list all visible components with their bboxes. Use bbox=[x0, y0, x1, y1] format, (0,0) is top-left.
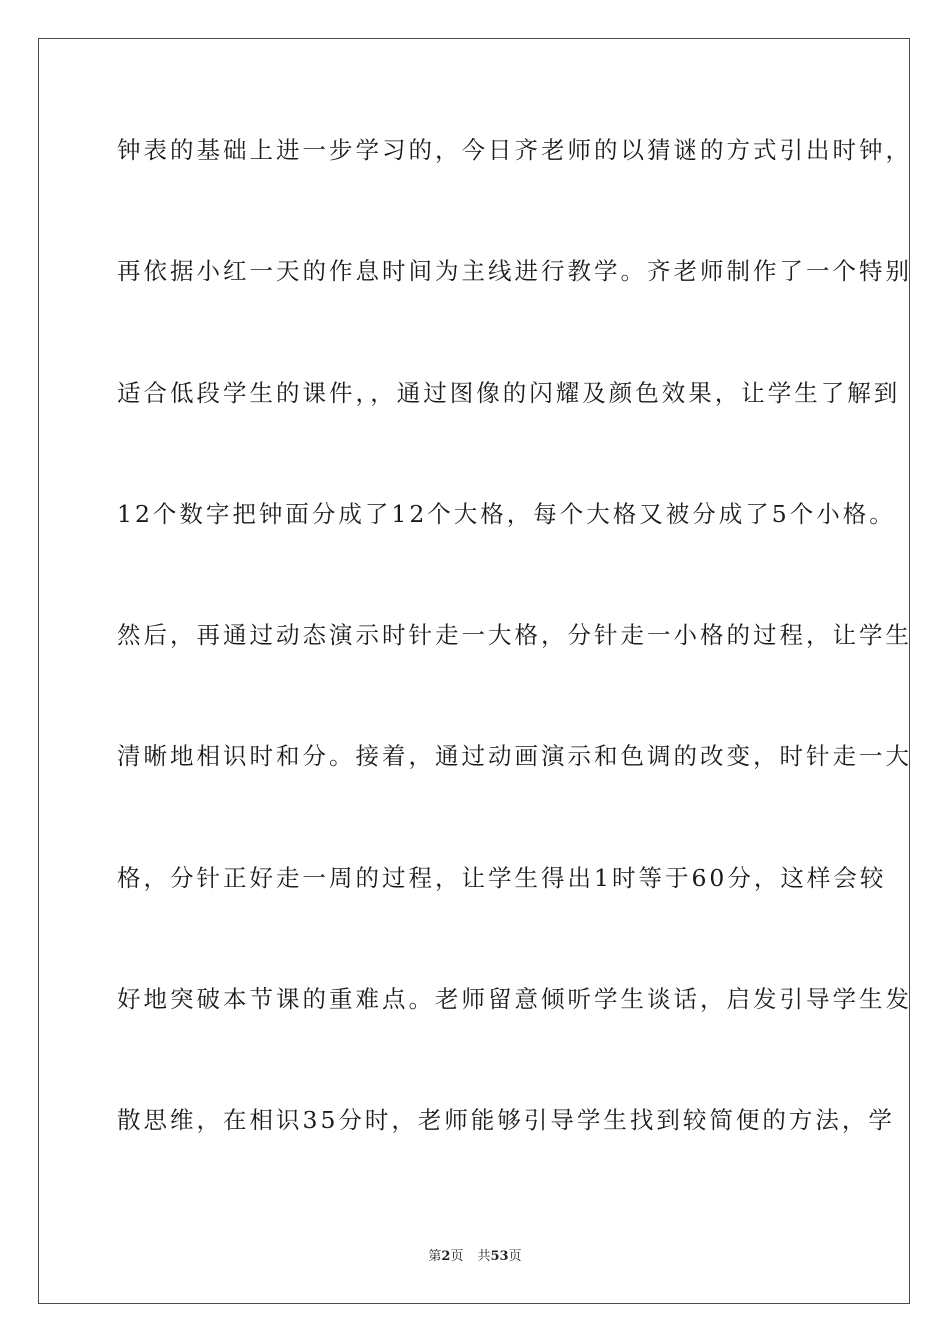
text-line: 然后，再通过动态演示时针走一大格，分针走一小格的过程，让学生 bbox=[117, 621, 912, 650]
document-body bbox=[117, 118, 912, 1210]
page-prefix: 第 bbox=[428, 1249, 442, 1264]
total-prefix: 共 bbox=[477, 1249, 491, 1264]
page-footer bbox=[0, 1245, 950, 1264]
text-line: 好地突破本节课的重难点。老师留意倾听学生谈话，启发引导学生发 bbox=[117, 985, 912, 1014]
text-line: 再依据小红一天的作息时间为主线进行教学。齐老师制作了一个特别 bbox=[117, 257, 912, 286]
text-line: 散思维，在相识35分时，老师能够引导学生找到较简便的方法，学 bbox=[117, 1106, 895, 1135]
text-line: 清晰地相识时和分。接着，通过动画演示和色调的改变，时针走一大 bbox=[117, 742, 912, 771]
total-suffix: 页 bbox=[508, 1249, 522, 1264]
text-line: 钟表的基础上进一步学习的，今日齐老师的以猜谜的方式引出时钟， bbox=[117, 136, 912, 164]
page-number: 2 bbox=[441, 1249, 451, 1264]
total-pages: 53 bbox=[490, 1249, 509, 1264]
text-line: 格，分针正好走一周的过程，让学生得出1时等于60分，这样会较 bbox=[117, 863, 887, 892]
text-line: 适合低段学生的课件，，通过图像的闪耀及颜色效果，让学生了解到 bbox=[117, 378, 901, 407]
page-suffix: 页 bbox=[450, 1249, 464, 1264]
text-line: 12个数字把钟面分成了12个大格，每个大格又被分成了5个小格。 bbox=[117, 499, 896, 528]
